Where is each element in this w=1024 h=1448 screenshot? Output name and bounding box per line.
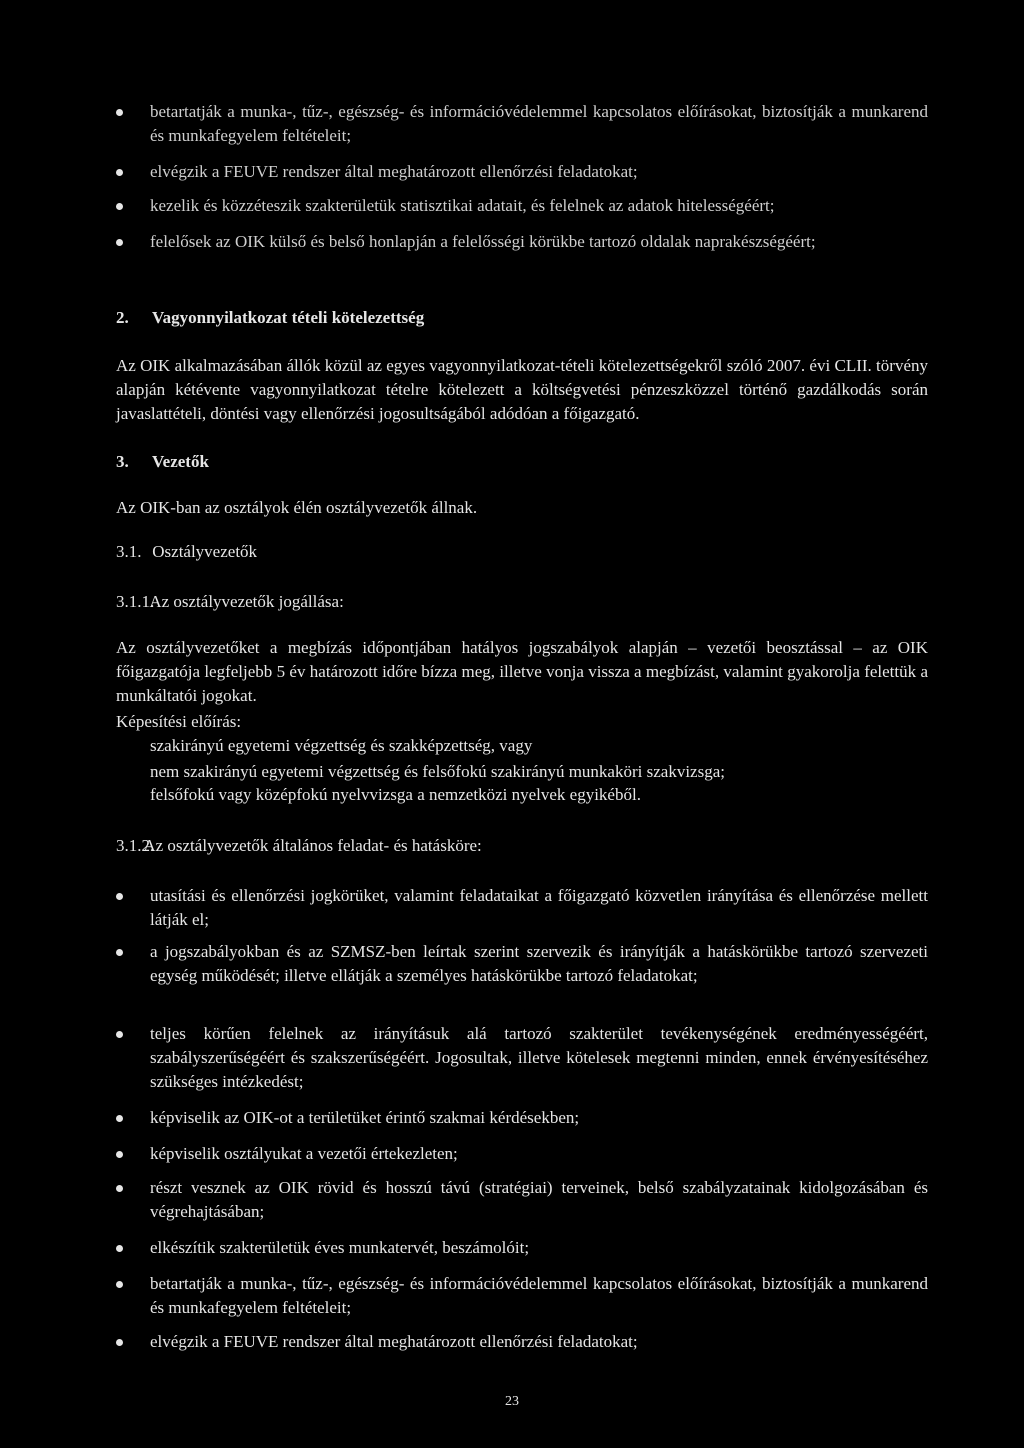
list-item: elvégzik a FEUVE rendszer által meghatározott ellenőrzési feladatokat;	[116, 1330, 928, 1354]
bullet-icon	[116, 1281, 123, 1288]
bullet-icon	[116, 1151, 123, 1158]
section-3-1-1-paragraph: Az osztályvezetőket a megbízás időpontjában hatályos jogszabályok alapján – vezetői beosztással – az OIK főigazgatója legfeljebb 5 év határozott időre bízza meg, illetve vonja vissza a megbízást, valamint gyakorolja felettük a munkáltatói jogokat.	[116, 638, 928, 705]
list-item: a jogszabályokban és az SZMSZ-ben leírtak szerint szervezik és irányítják a hatáskörükbe tartozó szervezeti egység működését; illetve ellátják a személyes hatáskörükbe tartozó feladatokat;	[116, 940, 928, 988]
list-item: kezelik és közzéteszik szakterületük statisztikai adatait, és felelnek az adatok hitelességéért;	[116, 194, 928, 218]
page-number: 23	[505, 1394, 519, 1409]
section-heading-3-1-1: 3.1.1. Az osztályvezetők jogállása:	[116, 592, 344, 611]
bullet-icon	[116, 893, 123, 900]
bullet-icon	[116, 169, 123, 176]
bullet-icon	[116, 1245, 123, 1252]
bullet-icon	[116, 1031, 123, 1038]
list-item: teljes körűen felelnek az irányításuk alá tartozó szakterület tevékenységének eredményességéért, szabályszerűségéért és szakszerűségéért. Jogosultak, illetve kötelesek megtenni minden, ennek érvényesítéséhez szükséges intézkedést;	[116, 1022, 928, 1094]
bullet-icon	[116, 1339, 123, 1346]
section-2-paragraph: Az OIK alkalmazásában állók közül az egyes vagyonnyilatkozat-tételi kötelezettségekről szóló 2007. évi CLII. törvény alapján kétévente vagyonnyilatkozat tételre kötelezett a költségvetési pénzeszközzel történő gazdálkodás során javaslattételi, döntési vagy ellenőrzési jogosultságából adódóan a főigazgató.	[116, 356, 928, 423]
list-item: betartatják a munka-, tűz-, egészség- és információvédelemmel kapcsolatos előírásokat, biztosítják a munkarend és munkafegyelem feltételeit;	[116, 100, 928, 148]
bullet-icon	[116, 949, 123, 956]
bullet-icon	[116, 203, 123, 210]
section-heading-2: 2. Vagyonnyilatkozat tételi kötelezettség	[116, 308, 425, 327]
list-item: részt vesznek az OIK rövid és hosszú távú (stratégiai) terveinek, belső szabályzatainak kidolgozásában és végrehajtásában;	[116, 1176, 928, 1224]
bullet-icon	[116, 1185, 123, 1192]
bullet-icon	[116, 239, 123, 246]
section-heading-3-1: 3.1. Osztályvezetők	[116, 542, 258, 561]
qualification-item: szakirányú egyetemi végzettség és szakképzettség, vagy	[150, 736, 533, 755]
list-item: utasítási és ellenőrzési jogkörüket, valamint feladataikat a főigazgató közvetlen irányítása és ellenőrzése mellett látják el;	[116, 884, 928, 932]
section-heading-3: 3. Vezetők	[116, 452, 209, 471]
bullet-icon	[116, 109, 123, 116]
list-item: elkészítik szakterületük éves munkatervét, beszámolóit;	[116, 1236, 928, 1260]
qualification-label: Képesítési előírás:	[116, 712, 242, 731]
list-item: felelősek az OIK külső és belső honlapján a felelősségi körükbe tartozó oldalak naprakészségéért;	[116, 230, 928, 254]
section-3-paragraph: Az OIK-ban az osztályok élén osztályvezetők állnak.	[116, 498, 478, 517]
list-item: képviselik osztályukat a vezetői értekezleten;	[116, 1142, 928, 1166]
list-item: képviselik az OIK-ot a területüket érintő szakmai kérdésekben;	[116, 1106, 928, 1130]
qualification-item: felsőfokú vagy középfokú nyelvvizsga a nemzetközi nyelvek egyikéből.	[150, 785, 641, 804]
qualification-item: nem szakirányú egyetemi végzettség és felsőfokú szakirányú munkaköri szakvizsga;	[150, 762, 725, 781]
list-item: elvégzik a FEUVE rendszer által meghatározott ellenőrzési feladatokat;	[116, 160, 928, 184]
list-item: betartatják a munka-, tűz-, egészség- és információvédelemmel kapcsolatos előírásokat, biztosítják a munkarend és munkafegyelem feltételeit;	[116, 1272, 928, 1320]
bullet-icon	[116, 1115, 123, 1122]
section-heading-3-1-2: 3.1.2. Az osztályvezetők általános feladat- és hatásköre:	[116, 836, 482, 855]
